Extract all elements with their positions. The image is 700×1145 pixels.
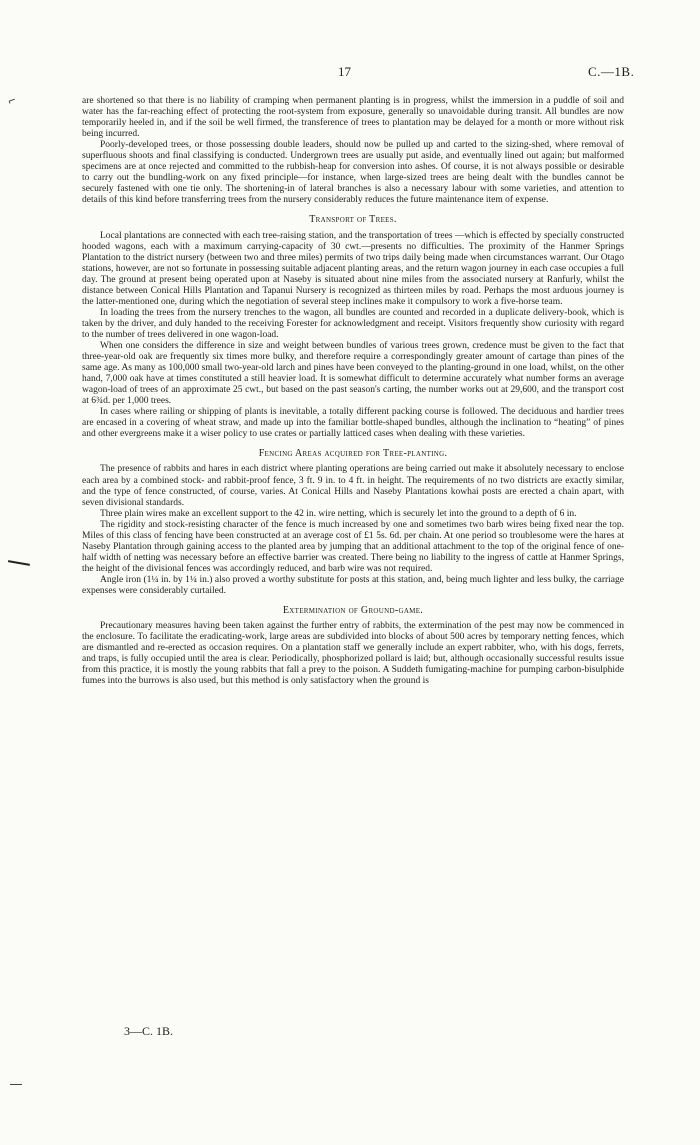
paragraph: Three plain wires make an excellent support to the 42 in. wire netting, which is securely let into the ground to a depth of 6 in. [100, 508, 577, 519]
body-text [82, 96, 624, 687]
paragraph: Precautionary measures having been taken against the further entry of rabbits, the extermination of the pest may now be commenced in the enclosure. To facilitate the eradicating-work, large areas are subdivided into blocks of about 500 acres by temporary netting fences, which are dismantled and re-erected as occasion requires. On a plantation staff we generally include an expert rabbiter, who, with his dogs, ferrets, and traps, is fully occupied until the area is clear. Periodically, phosphorized pollard is laid; but, although occasionally successful results issue from this practice, it is mostly the young rabbits that fall a prey to the poison. A Suddeth fumigating-machine for pumping carbon-bisulphide fumes into the burrows is also used, but this method is only satisfactory when the ground is [82, 621, 624, 687]
paragraph: Local plantations are connected with each tree-raising station, and the transportation of trees —which is effected by specially constructed hooded wagons, each with a maximum carrying-capacity of 30 cwt.—presents no difficulties. The proximity of the Hanmer Springs Plantation to the district nursery (between two and three miles) permits of two trips daily being made when circumstances warrant. Our Otago stations, however, are not so fortunate in possessing suitable adjacent planting areas, and the return wagon journey in each case occupies a full day. The ground at present being operated upon at Naseby is situated about nine miles from the associated nursery at Ranfurly, whilst the distance between Conical Hills Plantation and Tapanui Nursery is recognized as thirteen miles by road. Perhaps the most arduous journey is the latter-mentioned one, during which the negotiation of several steep inclines make it compulsory to work a five-horse team. [82, 230, 624, 307]
paragraph: The presence of rabbits and hares in each district where planting operations are being carried out make it absolutely necessary to enclose each area by a combined stock- and rabbit-proof fence, 3 ft. 9 in. to 4 ft. in height. The requirements of no two districts are exactly similar, and the type of fence constructed, of course, varies. At Conical Hills and Naseby Plantations kowhai posts are erected a chain apart, with seven divisional standards. [82, 464, 624, 508]
paragraph: are shortened so that there is no liability of cramping when permanent planting is in progress, whilst the immersion in a puddle of soil and water has the far-reaching effect of protecting the root-system from exposure, generally so unavoidable during transit. All bundles are now temporarily heeled in, and if the soil be well firmed, the transference of trees to plantation may be delayed for a month or more without risk being incurred. [82, 96, 624, 140]
document-reference: C.—1B. [588, 64, 635, 79]
section-heading-extermination: Extermination of Ground-game. [282, 605, 424, 617]
paragraph: When one considers the difference in size and weight between bundles of various trees grown, credence must be given to the fact that three-year-old oak are frequently six times more bulky, and therefore require a correspondingly greater amount of cartage than pines of the same age. As many as 100,000 small two-year-old larch and pines have been conveyed to the planting-ground in one load, whilst, on the other hand, 7,000 oak have at times constituted a still heavier load. It is somewhat difficult to determine accurately what number forms an average wagon-load of trees of an approximate 25 cwt., but based on the past season's carting, the number works out at 29,600, and the transport cost at 6¾d. per 1,000 trees. [82, 340, 624, 407]
section-heading-fencing: Fencing Areas acquired for Tree-planting. [258, 448, 448, 460]
signature-mark: 3—C. 1B. [124, 1024, 174, 1038]
margin-scribble: ⌐ [6, 94, 19, 109]
paragraph: In cases where railing or shipping of plants is inevitable, a totally different packing course is followed. The deciduous and hardier trees are encased in a covering of wheat straw, and made up into the familiar bottle-shaped bundles, although the inclination to “heating” of pines and other evergreens make it a wiser policy to use crates or partially latticed cases when dealing with these varieties. [82, 407, 624, 440]
paragraph: Poorly-developed trees, or those possessing double leaders, should now be pulled up and carted to the sizing-shed, where removal of superfluous shoots and final classifying is conducted. Undergrown trees are usually put aside, and eventually lined out again; but malformed specimens are at once rejected and committed to the rubbish-heap for conversion into ashes. Of course, it is not always possible or desirable to carry out the bundling-work on any fixed principle—for instance, when large-sized trees are being dealt with the bundles cannot be securely fastened with one tie only. The shortening-in of lateral branches is also a necessary labour with some varieties, and attention to details of this kind before transferring trees from the nursery considerably reduces the future maintenance item of expense. [82, 140, 624, 206]
paragraph: The rigidity and stock-resisting character of the fence is much increased by one and sometimes two barb wires being fixed near the top. Miles of this class of fencing have been constructed at an average cost of £1 5s. 6d. per chain. At one period so troublesome were the hares at Naseby Plantation through gaining access to the planted area by jumping that an additional attachment to the top of the original fence of one-half width of netting was necessary before an effective barrier was created. There being no liability to the ingress of cattle at Hanmer Springs, the height of the divisional fences was accordingly reduced, and barb wire was not required. [82, 519, 624, 574]
page-header [0, 64, 700, 82]
margin-mark-small [10, 1084, 22, 1085]
paragraph: Angle iron (1¼ in. by 1¼ in.) also proved a worthy substitute for posts at this station, and, being much lighter and less bulky, the carriage expenses were considerably curtailed. [82, 574, 624, 596]
paragraph: In loading the trees from the nursery trenches to the wagon, all bundles are counted and recorded in a duplicate delivery-book, which is taken by the driver, and duly handed to the receiving Forester for acknowledgment and receipt. Visitors frequently show curiosity with regard to the number of trees delivered in one wagon-load. [82, 307, 624, 340]
page-number: 17 [338, 64, 351, 79]
section-heading-transport: Transport of Trees. [309, 214, 397, 226]
margin-mark-line [8, 560, 30, 565]
